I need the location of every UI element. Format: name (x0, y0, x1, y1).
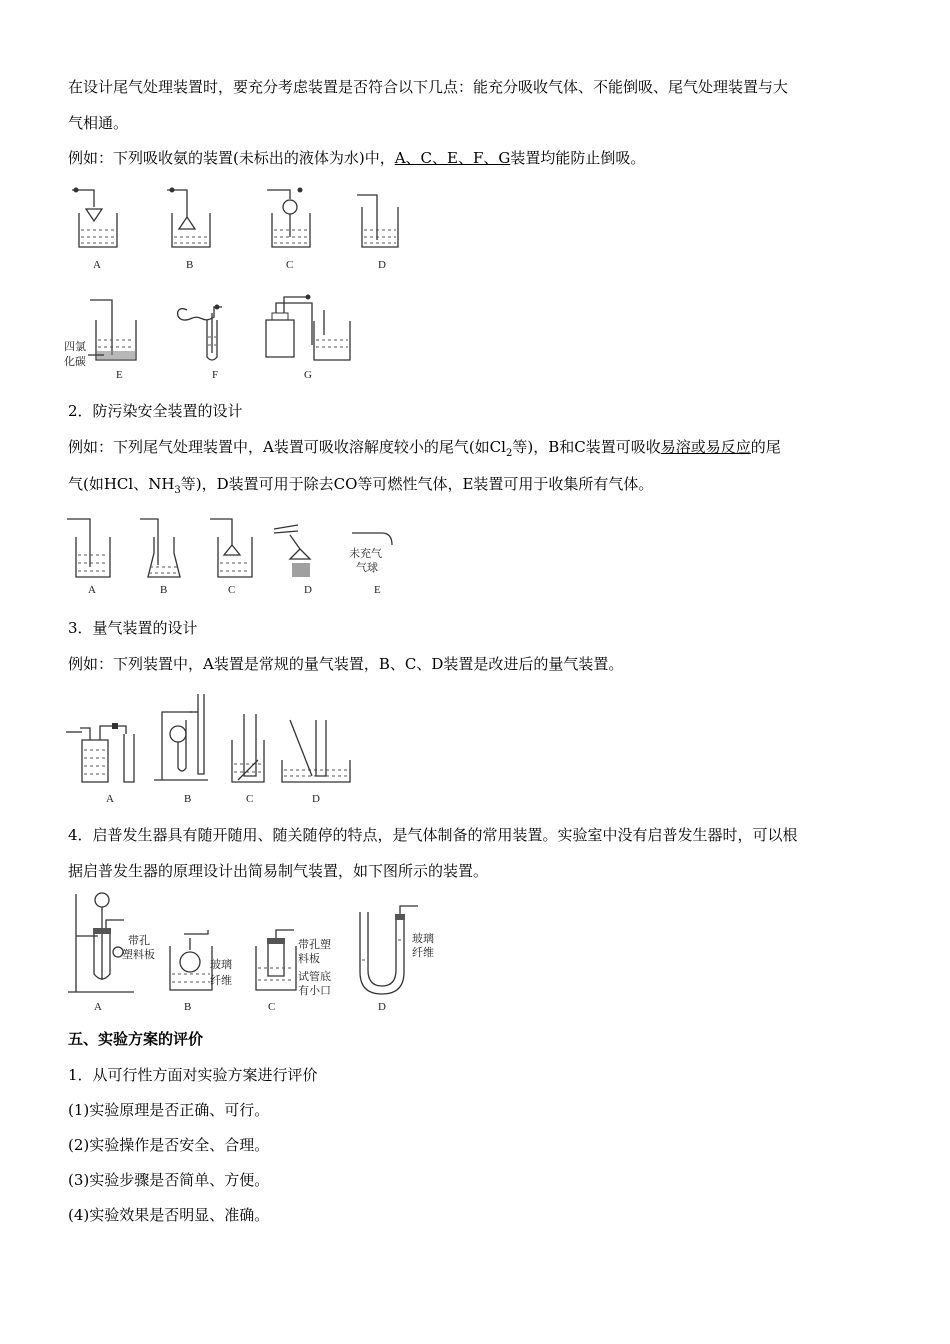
apparatus-b (140, 519, 180, 577)
label-e: E (374, 584, 381, 596)
apparatus-b (154, 694, 208, 780)
label-d-fiber: 玻璃 (412, 932, 434, 945)
figure-gas-measurement (62, 690, 362, 810)
figure-anti-pollution (62, 515, 402, 600)
apparatus-b (170, 930, 212, 990)
para-tail-gas-intro-cont: 气相通。 (68, 114, 129, 132)
label-c-hole-b: 有小口 (298, 984, 331, 997)
label-d: D (378, 1001, 386, 1013)
para-tail-gas-example: 例如：下列尾气处理装置中，A装置可吸收溶解度较小的尾气(如$Cl_2$等)，B和C装置可吸收易溶或易反应的尾 (68, 438, 781, 459)
label-c-plate-b: 料板 (298, 952, 320, 965)
para-gas-measure-example: 例如：下列装置中，A装置是常规的量气装置，B、C、D装置是改进后的量气装置。 (68, 655, 624, 673)
figure-simple-gas-generator (62, 890, 462, 1015)
apparatus-b (167, 188, 210, 248)
label-c: C (228, 584, 236, 596)
para-tail-gas-example-cont: 气(如HCl、$NH_3$等)，D装置可用于除去CO等可燃性气体，E装置可用于收集所有气体。 (68, 475, 654, 496)
label-e: E (116, 369, 123, 381)
label-a-plate: 带孔 (128, 934, 150, 947)
label-f: F (212, 369, 219, 381)
label-c-plate: 带孔塑 (298, 938, 331, 951)
answer-underline: A、C、E、F、G (394, 149, 511, 167)
answer-underline-2: 易溶或易反应 (660, 438, 751, 456)
apparatus-e (352, 533, 392, 545)
label-b: B (186, 259, 194, 271)
item-3: (3)实验步骤是否简单、方便。 (68, 1171, 270, 1189)
label-c-hole: 试管底 (298, 970, 331, 983)
label-b: B (184, 793, 192, 805)
label-ccl4: 四氯 (64, 340, 86, 353)
section-evaluation: 五、实验方案的评价 (68, 1030, 204, 1048)
label-b-fiber-b: 纤维 (210, 974, 232, 987)
label-a: A (106, 793, 114, 805)
label-d-fiber-b: 纤维 (412, 946, 434, 959)
label-c: C (268, 1001, 276, 1013)
item-2: (2)实验操作是否安全、合理。 (68, 1136, 270, 1154)
label-b: B (160, 584, 168, 596)
item-4: (4)实验效果是否明显、准确。 (68, 1206, 270, 1224)
apparatus-e (88, 300, 136, 360)
apparatus-a (72, 188, 117, 248)
item-1: (1)实验原理是否正确、可行。 (68, 1101, 270, 1119)
label-ccl4b: 化碳 (64, 355, 86, 368)
para-ammonia-example: 例如：下列吸收氨的装置(未标出的液体为水)中，A、C、E、F、G装置均能防止倒吸。 (68, 149, 646, 167)
apparatus-d (282, 720, 350, 782)
apparatus-a (68, 893, 134, 992)
label-b: B (184, 1001, 192, 1013)
label-balloon-b: 气球 (356, 561, 378, 574)
apparatus-c (210, 519, 252, 577)
apparatus-c (256, 930, 296, 990)
label-d: D (378, 259, 386, 271)
section-anti-pollution: 2．防污染安全装置的设计 (68, 402, 243, 420)
label-g: G (304, 369, 312, 381)
para-kipp-generator: 4．启普发生器具有随开随用、随关随停的特点，是气体制备的常用装置。实验室中没有启普发生器时，可以根 (68, 826, 798, 844)
label-a: A (93, 259, 101, 271)
subsection-feasibility: 1．从可行性方面对实验方案进行评价 (68, 1066, 318, 1084)
para-tail-gas-intro: 在设计尾气处理装置时，要充分考虑装置是否符合以下几点：能充分吸收气体、不能倒吸、尾气处理装置与大 (68, 78, 789, 96)
label-b-fiber: 玻璃 (210, 958, 232, 971)
apparatus-a (67, 519, 110, 577)
label-balloon: 未充气 (349, 547, 382, 560)
label-a: A (88, 584, 96, 596)
apparatus-d (357, 195, 398, 247)
para-kipp-generator-cont: 据启普发生器的原理设计出简易制气装置，如下图所示的装置。 (68, 862, 489, 880)
apparatus-d (360, 906, 418, 994)
label-d: D (312, 793, 320, 805)
apparatus-c (232, 714, 264, 782)
apparatus-d (274, 525, 310, 577)
apparatus-c (267, 188, 310, 248)
apparatus-g (266, 295, 350, 361)
section-gas-measure: 3．量气装置的设计 (68, 619, 198, 637)
apparatus-a (66, 723, 134, 782)
figure-ammonia-absorption (62, 185, 386, 385)
label-c: C (246, 793, 254, 805)
label-a: A (94, 1001, 102, 1013)
label-a-plate-b: 塑料板 (122, 948, 155, 961)
apparatus-f (178, 305, 222, 361)
label-c: C (286, 259, 294, 271)
label-d: D (304, 584, 312, 596)
